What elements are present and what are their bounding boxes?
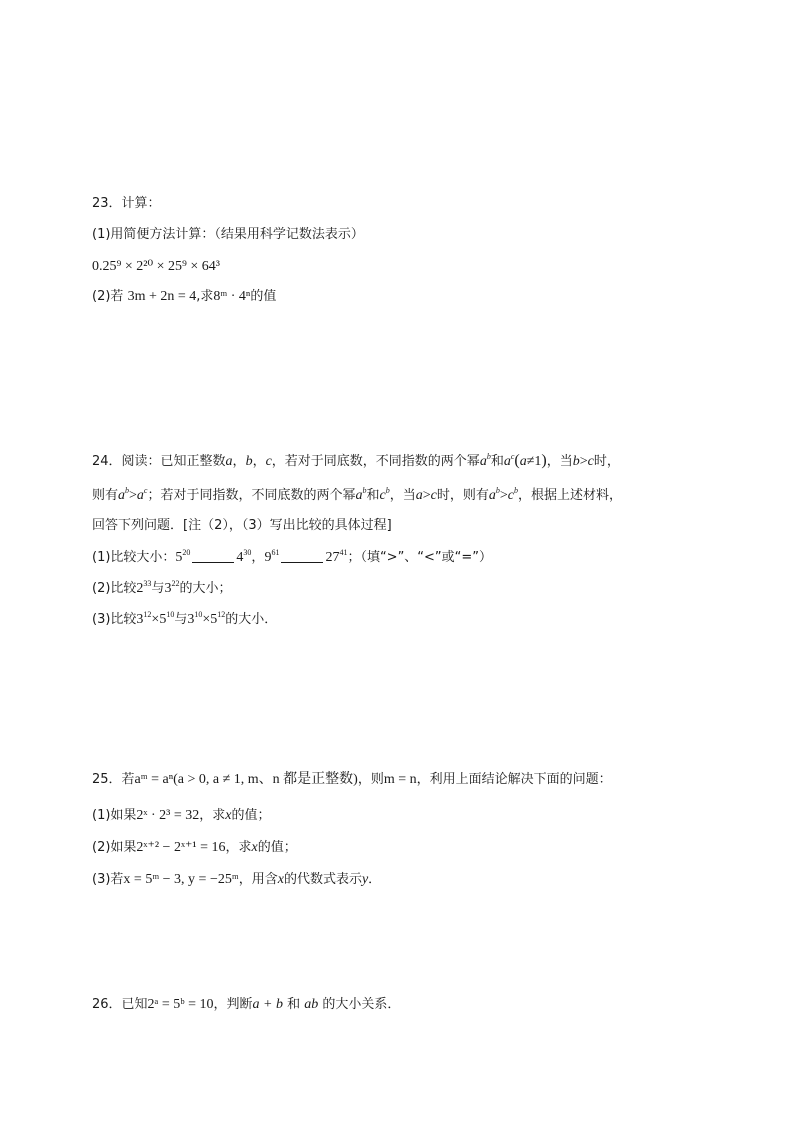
q26-stem: 26．已知2ᵃ = 5ᵇ = 10，判断a + b 和 ab 的大小关系． — [92, 997, 401, 1012]
q23-part2-condition: 3m + 2n = 4 — [127, 289, 197, 304]
q24-part2: (2)比较$2^{33}$与$3^{22}$的大小； — [92, 579, 232, 596]
q25-stem: 25．若aᵐ = aⁿ(a > 0, a ≠ 1, m、n 都是正整数)，则m = n，利用上面结论解决下面的问题： — [92, 772, 612, 787]
q23-part2: (2)若 3m + 2n = 4,求8ᵐ · 4ⁿ的值 — [92, 289, 277, 304]
q23-part1-label: (1)用简便方法计算：（结果用科学记数法表示） — [92, 227, 364, 242]
q25-part1: (1)如果2ˣ · 2³ = 32，求x的值； — [92, 808, 271, 823]
q24-part3: (3)比较$3^{12}\times 5^{10}$与$3^{10}\times 5^{12}$的大小． — [92, 610, 278, 627]
q24-line3: 回答下列问题．[注（2），（3）写出比较的具体过程] — [92, 518, 392, 533]
q23-title: 23．计算： — [92, 196, 161, 211]
q25-part2: (2)如果2ˣ⁺² − 2ˣ⁺¹ = 16，求x的值； — [92, 840, 297, 855]
q24-line1: 24．阅读：已知正整数a，b，c，若对于同底数，不同指数的两个幂$a^b$和$a^c(a\ne 1)$，当b>c时， — [92, 452, 620, 469]
q25-condition: aᵐ = aⁿ(a > 0, a ≠ 1, m、n 都是正整数) — [134, 772, 358, 787]
q25-conclusion: m = n — [383, 772, 417, 787]
q23-part1-expression: 0.25⁹ × 2²⁰ × 25⁹ × 64³ — [92, 259, 220, 274]
answer-blank-1[interactable] — [192, 550, 234, 563]
q24-line2: 则有$a^b>a^c$；若对于同指数，不同底数的两个幂$a^b$和$c^b$，当a>c时，则有$a^b>c^b$，根据上述材料， — [92, 486, 623, 503]
q23-part2-expression: 8ᵐ · 4ⁿ — [213, 289, 251, 304]
q24-part1: (1)比较大小：$5^{20}$ $4^{30}$，$9^{61}$ $27^{41}$；（填“>”、“<”或“=”） — [92, 548, 493, 565]
answer-blank-2[interactable] — [281, 550, 323, 563]
q25-part3: (3)若x = 5ᵐ − 3, y = −25ᵐ，用含x的代数式表示y． — [92, 872, 382, 887]
